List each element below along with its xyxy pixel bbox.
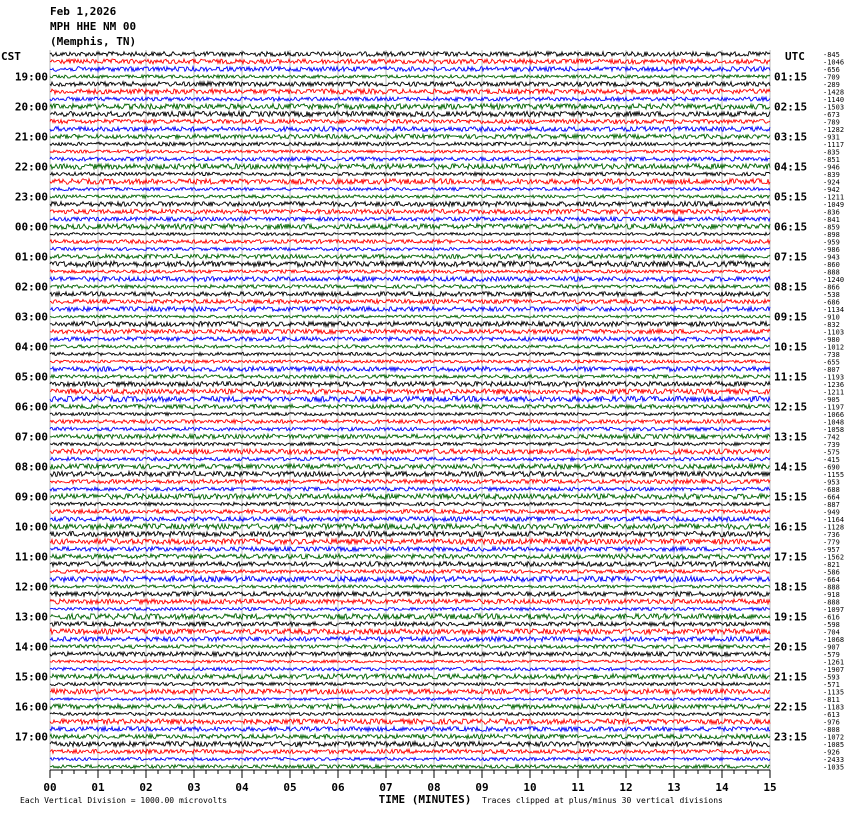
seismic-trace bbox=[50, 667, 770, 670]
trace-offset-label: -926 bbox=[823, 748, 840, 757]
seismic-trace bbox=[50, 285, 770, 288]
seismic-trace bbox=[50, 622, 770, 626]
x-axis-title: TIME (MINUTES) bbox=[378, 793, 472, 806]
trace-offset-label: -959 bbox=[823, 238, 840, 247]
trace-offset-label: -1261 bbox=[823, 658, 845, 667]
trace-offset-label: -949 bbox=[823, 508, 840, 517]
x-tick-label: 02 bbox=[139, 781, 153, 794]
utc-hour-label: 07:15 bbox=[774, 250, 808, 264]
seismic-trace bbox=[50, 329, 770, 333]
trace-offset-label: -898 bbox=[823, 231, 840, 239]
utc-hour-label: 20:15 bbox=[774, 640, 808, 654]
trace-offset-label: -918 bbox=[823, 591, 840, 599]
trace-offset-label: -690 bbox=[823, 463, 840, 472]
cst-hour-label: 11:00 bbox=[14, 550, 48, 564]
station-location: (Memphis, TN) bbox=[50, 35, 137, 48]
cst-hour-label: 07:00 bbox=[14, 430, 48, 444]
trace-offset-label: -571 bbox=[823, 681, 840, 689]
seismic-trace bbox=[50, 157, 770, 161]
trace-offset-label: -656 bbox=[823, 66, 840, 74]
seismic-trace bbox=[50, 509, 770, 513]
utc-hour-label: 16:15 bbox=[774, 520, 808, 534]
trace-offset-label: -1503 bbox=[823, 103, 845, 112]
seismic-trace bbox=[50, 660, 770, 663]
seismic-trace bbox=[50, 382, 770, 387]
seismic-trace bbox=[50, 59, 770, 64]
trace-offset-label: -835 bbox=[823, 148, 840, 157]
trace-offset-label: -931 bbox=[823, 133, 840, 142]
seismic-trace bbox=[50, 427, 770, 431]
seismic-trace bbox=[50, 270, 770, 273]
seismic-trace bbox=[50, 554, 770, 559]
trace-offset-label: -1193 bbox=[823, 373, 845, 382]
seismic-trace bbox=[50, 704, 770, 709]
trace-offset-label: -832 bbox=[823, 321, 840, 329]
trace-offset-label: -943 bbox=[823, 253, 840, 262]
x-tick-label: 12 bbox=[619, 781, 633, 794]
seismic-trace bbox=[50, 599, 770, 604]
cst-hour-label: 14:00 bbox=[14, 640, 48, 654]
x-tick-label: 09 bbox=[475, 781, 489, 794]
seismic-trace bbox=[50, 389, 770, 394]
trace-offset-label: -859 bbox=[823, 223, 840, 232]
cst-hour-label: 16:00 bbox=[14, 700, 48, 714]
trace-offset-label: -821 bbox=[823, 561, 840, 569]
utc-hour-label: 12:15 bbox=[774, 400, 808, 414]
trace-offset-label: -709 bbox=[823, 73, 840, 82]
seismic-trace bbox=[50, 629, 770, 634]
seismic-trace bbox=[50, 247, 770, 250]
trace-offset-label: -1134 bbox=[823, 306, 845, 314]
utc-hour-label: 22:15 bbox=[774, 700, 808, 714]
trace-offset-label: -586 bbox=[823, 568, 840, 577]
seismic-trace bbox=[50, 765, 770, 769]
seismic-trace bbox=[50, 67, 770, 72]
seismic-trace bbox=[50, 224, 770, 229]
utc-hour-label: 14:15 bbox=[774, 460, 808, 474]
utc-hour-label: 06:15 bbox=[774, 220, 808, 234]
seismic-trace bbox=[50, 134, 770, 138]
trace-offset-label: -888 bbox=[823, 598, 840, 607]
seismic-trace bbox=[50, 233, 770, 236]
trace-offset-label: -1046 bbox=[823, 58, 845, 67]
seismic-trace bbox=[50, 749, 770, 753]
seismic-trace bbox=[50, 434, 770, 438]
trace-offset-label: -866 bbox=[823, 283, 840, 292]
cst-hour-label: 04:00 bbox=[14, 340, 48, 354]
trace-offset-label: -1068 bbox=[823, 636, 845, 644]
seismic-trace bbox=[50, 254, 770, 258]
utc-hour-label: 05:15 bbox=[774, 190, 808, 204]
seismic-trace bbox=[50, 420, 770, 424]
cst-hour-label: 22:00 bbox=[14, 160, 48, 174]
trace-offset-label: -655 bbox=[823, 358, 840, 367]
trace-offset-label: -742 bbox=[823, 433, 840, 442]
trace-offset-label: -1035 bbox=[823, 763, 845, 772]
seismic-trace bbox=[50, 576, 770, 581]
trace-offset-label: -686 bbox=[823, 298, 840, 307]
trace-offset-label: -841 bbox=[823, 216, 840, 224]
trace-offset-label: -1012 bbox=[823, 343, 845, 352]
seismic-trace bbox=[50, 457, 770, 461]
seismic-trace bbox=[50, 562, 770, 567]
trace-offset-label: -957 bbox=[823, 546, 840, 554]
seismic-trace bbox=[50, 719, 770, 724]
seismic-trace bbox=[50, 240, 770, 244]
seismic-trace bbox=[50, 689, 770, 694]
seismic-trace bbox=[50, 698, 770, 701]
trace-offset-label: -579 bbox=[823, 651, 840, 659]
seismic-trace bbox=[50, 97, 770, 101]
trace-offset-label: -704 bbox=[823, 628, 840, 637]
seismic-trace bbox=[50, 195, 770, 198]
plot-date: Feb 1,2026 bbox=[50, 5, 117, 18]
cst-hour-label: 03:00 bbox=[14, 310, 48, 324]
utc-hour-label: 04:15 bbox=[774, 160, 808, 174]
utc-hour-label: 17:15 bbox=[774, 550, 808, 564]
cst-hour-label: 02:00 bbox=[14, 280, 48, 294]
seismic-trace bbox=[50, 172, 770, 175]
utc-hour-label: 18:15 bbox=[774, 580, 808, 594]
trace-offset-label: -1211 bbox=[823, 193, 845, 202]
trace-offset-label: -845 bbox=[823, 51, 840, 59]
seismic-trace bbox=[50, 82, 770, 87]
seismic-trace bbox=[50, 570, 770, 574]
scale-note: Each Vertical Division = 1000.00 microvolts bbox=[20, 796, 228, 805]
trace-offset-label: -1117 bbox=[823, 141, 845, 149]
seismic-trace bbox=[50, 547, 770, 551]
trace-offset-label: -1164 bbox=[823, 516, 845, 524]
trace-offset-label: -942 bbox=[823, 186, 840, 194]
seismic-trace bbox=[50, 682, 770, 685]
cst-hour-label: 00:00 bbox=[14, 220, 48, 234]
seismic-trace bbox=[50, 502, 770, 505]
seismic-trace bbox=[50, 712, 770, 715]
seismic-trace bbox=[50, 471, 770, 476]
seismic-trace bbox=[50, 277, 770, 282]
cst-hour-label: 15:00 bbox=[14, 670, 48, 684]
seismic-trace bbox=[50, 442, 770, 445]
seismic-trace bbox=[50, 413, 770, 416]
seismic-trace bbox=[50, 127, 770, 132]
seismic-trace bbox=[50, 449, 770, 454]
seismic-trace bbox=[50, 52, 770, 57]
trace-offset-label: -1085 bbox=[823, 741, 845, 749]
seismic-trace bbox=[50, 375, 770, 379]
clip-note: Traces clipped at plus/minus 30 vertical divisions bbox=[482, 796, 723, 805]
seismic-trace bbox=[50, 111, 770, 116]
trace-offset-label: -953 bbox=[823, 478, 840, 487]
cst-hour-label: 17:00 bbox=[14, 730, 48, 744]
trace-offset-label: -598 bbox=[823, 621, 840, 629]
seismic-trace bbox=[50, 104, 770, 109]
cst-hour-label: 13:00 bbox=[14, 610, 48, 624]
trace-offset-label: -924 bbox=[823, 178, 840, 187]
seismic-trace bbox=[50, 179, 770, 184]
seismic-trace bbox=[50, 464, 770, 469]
right-timezone-label: UTC bbox=[785, 50, 805, 63]
seismic-trace bbox=[50, 299, 770, 303]
seismic-trace bbox=[50, 487, 770, 491]
x-tick-label: 11 bbox=[571, 781, 585, 794]
trace-offset-label: -839 bbox=[823, 171, 840, 179]
utc-hour-label: 15:15 bbox=[774, 490, 808, 504]
cst-hour-label: 21:00 bbox=[14, 130, 48, 144]
trace-offset-label: -1049 bbox=[823, 201, 845, 209]
trace-offset-label: -946 bbox=[823, 163, 840, 172]
trace-offset-label: -1072 bbox=[823, 733, 845, 742]
seismic-trace bbox=[50, 652, 770, 656]
utc-hour-label: 19:15 bbox=[774, 610, 808, 624]
trace-offset-label: -1562 bbox=[823, 553, 845, 562]
trace-offset-label: -976 bbox=[823, 718, 840, 727]
seismic-trace bbox=[50, 142, 770, 146]
trace-offset-label: -789 bbox=[823, 118, 840, 127]
cst-hour-label: 06:00 bbox=[14, 400, 48, 414]
cst-hour-label: 08:00 bbox=[14, 460, 48, 474]
seismic-trace bbox=[50, 674, 770, 679]
x-tick-label: 07 bbox=[379, 781, 393, 794]
x-tick-label: 00 bbox=[43, 781, 57, 794]
seismic-trace bbox=[50, 217, 770, 221]
cst-hour-label: 12:00 bbox=[14, 580, 48, 594]
seismic-trace bbox=[50, 757, 770, 760]
trace-offset-label: -1197 bbox=[823, 403, 845, 412]
trace-offset-label: -887 bbox=[823, 501, 840, 509]
x-tick-label: 03 bbox=[187, 781, 201, 794]
utc-hour-label: 13:15 bbox=[774, 430, 808, 444]
seismic-trace bbox=[50, 75, 770, 78]
seismic-trace bbox=[50, 614, 770, 620]
x-tick-label: 04 bbox=[235, 781, 249, 794]
x-tick-label: 08 bbox=[427, 781, 441, 794]
utc-hour-label: 08:15 bbox=[774, 280, 808, 294]
trace-offset-label: -910 bbox=[823, 313, 840, 322]
seismic-trace bbox=[50, 524, 770, 530]
utc-hour-label: 02:15 bbox=[774, 100, 808, 114]
seismic-trace bbox=[50, 261, 770, 267]
cst-hour-label: 10:00 bbox=[14, 520, 48, 534]
trace-offset-label: -1240 bbox=[823, 276, 845, 284]
seismic-trace bbox=[50, 479, 770, 483]
x-tick-label: 01 bbox=[91, 781, 105, 794]
seismic-trace bbox=[50, 727, 770, 732]
seismic-trace bbox=[50, 337, 770, 341]
seismic-trace bbox=[50, 637, 770, 642]
trace-offset-label: -808 bbox=[823, 726, 840, 734]
x-tick-label: 14 bbox=[715, 781, 729, 794]
trace-offset-label: -888 bbox=[823, 268, 840, 277]
trace-offset-label: -1155 bbox=[823, 471, 845, 479]
trace-offset-label: -1140 bbox=[823, 96, 845, 104]
seismic-trace bbox=[50, 209, 770, 214]
trace-offset-label: -905 bbox=[823, 396, 840, 404]
trace-offset-label: -907 bbox=[823, 643, 840, 652]
trace-offset-label: -1183 bbox=[823, 703, 845, 712]
seismic-trace bbox=[50, 517, 770, 522]
trace-offset-label: -1103 bbox=[823, 328, 845, 337]
x-tick-label: 13 bbox=[667, 781, 681, 794]
utc-hour-label: 01:15 bbox=[774, 70, 808, 84]
cst-hour-label: 19:00 bbox=[14, 70, 48, 84]
seismic-trace bbox=[50, 494, 770, 499]
trace-offset-label: -1128 bbox=[823, 523, 845, 532]
seismic-trace bbox=[50, 119, 770, 123]
trace-offset-label: -986 bbox=[823, 246, 840, 254]
seismic-trace bbox=[50, 360, 770, 363]
seismic-trace bbox=[50, 592, 770, 597]
trace-offset-label: -688 bbox=[823, 486, 840, 494]
trace-offset-label: -1135 bbox=[823, 688, 845, 697]
seismic-trace bbox=[50, 89, 770, 94]
trace-offset-label: -289 bbox=[823, 81, 840, 89]
trace-offset-label: -1058 bbox=[823, 426, 845, 434]
trace-offset-label: -1066 bbox=[823, 411, 845, 419]
seismic-trace bbox=[50, 307, 770, 312]
cst-hour-label: 05:00 bbox=[14, 370, 48, 384]
x-tick-label: 06 bbox=[331, 781, 345, 794]
trace-offset-label: -1236 bbox=[823, 381, 845, 389]
x-tick-label: 15 bbox=[763, 781, 777, 794]
seismic-trace bbox=[50, 607, 770, 610]
trace-offset-label: -980 bbox=[823, 336, 840, 344]
seismic-trace bbox=[50, 645, 770, 649]
seismic-trace bbox=[50, 345, 770, 348]
seismic-trace bbox=[50, 150, 770, 153]
seismic-trace bbox=[50, 734, 770, 738]
seismic-trace bbox=[50, 352, 770, 355]
cst-hour-label: 09:00 bbox=[14, 490, 48, 504]
seismic-trace bbox=[50, 315, 770, 318]
cst-hour-label: 01:00 bbox=[14, 250, 48, 264]
trace-offset-label: -1282 bbox=[823, 126, 845, 134]
seismic-trace bbox=[50, 164, 770, 169]
trace-offset-label: -1907 bbox=[823, 666, 845, 674]
utc-hour-label: 03:15 bbox=[774, 130, 808, 144]
trace-offset-label: -616 bbox=[823, 613, 840, 622]
trace-offset-label: -736 bbox=[823, 531, 840, 539]
trace-offset-label: -1048 bbox=[823, 418, 845, 427]
trace-offset-label: -1097 bbox=[823, 606, 845, 614]
seismic-trace bbox=[50, 539, 770, 544]
trace-offset-label: -613 bbox=[823, 711, 840, 719]
seismic-trace bbox=[50, 585, 770, 588]
trace-offset-label: -2433 bbox=[823, 756, 845, 764]
trace-offset-label: -1428 bbox=[823, 88, 845, 97]
trace-offset-label: -415 bbox=[823, 456, 840, 464]
seismic-trace bbox=[50, 396, 770, 402]
seismic-trace bbox=[50, 292, 770, 296]
trace-offset-label: -538 bbox=[823, 291, 840, 299]
seismic-trace bbox=[50, 367, 770, 372]
trace-offset-label: -807 bbox=[823, 366, 840, 374]
utc-hour-label: 10:15 bbox=[774, 340, 808, 354]
trace-offset-label: -575 bbox=[823, 448, 840, 457]
x-tick-label: 05 bbox=[283, 781, 297, 794]
utc-hour-label: 09:15 bbox=[774, 310, 808, 324]
trace-offset-label: -851 bbox=[823, 156, 840, 164]
seismic-trace bbox=[50, 742, 770, 747]
x-tick-label: 10 bbox=[523, 781, 537, 794]
seismic-trace bbox=[50, 405, 770, 409]
trace-offset-label: -673 bbox=[823, 111, 840, 119]
utc-hour-label: 23:15 bbox=[774, 730, 808, 744]
seismic-trace bbox=[50, 202, 770, 207]
trace-offset-label: -664 bbox=[823, 493, 840, 502]
trace-offset-label: -739 bbox=[823, 441, 840, 449]
seismic-trace bbox=[50, 187, 770, 190]
utc-hour-label: 11:15 bbox=[774, 370, 808, 384]
trace-offset-label: -811 bbox=[823, 696, 840, 704]
trace-offset-label: -888 bbox=[823, 583, 840, 592]
cst-hour-label: 23:00 bbox=[14, 190, 48, 204]
trace-offset-label: -860 bbox=[823, 261, 840, 269]
trace-offset-label: -836 bbox=[823, 208, 840, 217]
trace-offset-label: -738 bbox=[823, 351, 840, 359]
trace-offset-label: -779 bbox=[823, 538, 840, 547]
left-timezone-label: CST bbox=[1, 50, 21, 63]
trace-offset-label: -1211 bbox=[823, 388, 845, 397]
cst-hour-label: 20:00 bbox=[14, 100, 48, 114]
seismic-trace bbox=[50, 531, 770, 536]
trace-offset-label: -664 bbox=[823, 576, 840, 584]
utc-hour-label: 21:15 bbox=[774, 670, 808, 684]
seismic-trace bbox=[50, 322, 770, 327]
station-code: MPH HHE NM 00 bbox=[50, 20, 137, 33]
trace-offset-label: -593 bbox=[823, 673, 840, 682]
